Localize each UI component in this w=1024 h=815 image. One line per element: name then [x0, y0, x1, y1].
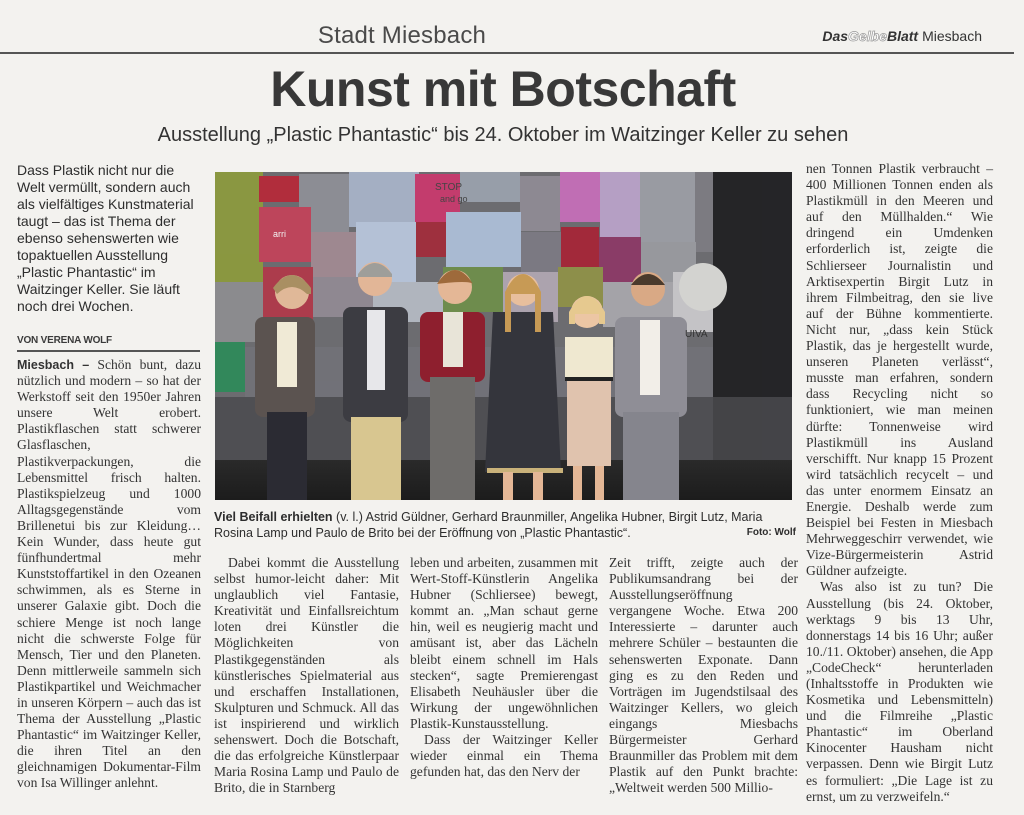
caption-text: (v. l.) Astrid Güldner, Gerhard Braunmiller, Angelika Hubner, Birgit Lutz, Maria Rosina Lamp und Paulo de Brito bei der Eröffnung von „Plastic Phantastic“. — [214, 510, 763, 540]
paragraph: Dabei kommt die Ausstellung selbst humor-leicht daher: Mit unglaublich viel Fantasie, Kreativität und Einfallsreichtum loten drei Künstler die Möglichkeiten von Plastikgegenständen als künstlerisches Spielmaterial aus und erschaffen Installationen, Skulpturen und Schmuck. All das ist inspirierend und wirklich sehenswert. Doch die Botschaft, die das erfolgreiche Künstlerpaar Maria Rosina Lamp und Paulo de Brito, die in Starnberg — [214, 555, 399, 796]
brand-logo-part: Blatt — [886, 28, 919, 44]
photo-credit: Foto: Wolf — [746, 527, 796, 538]
article-column-3 — [410, 555, 598, 780]
article-column-4 — [609, 555, 798, 796]
article-column-5 — [806, 161, 993, 805]
article-column-2 — [214, 555, 399, 796]
header-rule — [0, 52, 1014, 54]
brand-logo-part: Das — [822, 28, 849, 44]
teaser: Dass Plastik nicht nur die Welt vermüllt, sondern auch als vielfältiges Kunstmaterial taugt – das ist Thema der ebenso sehenswerten wie topaktuellen Ausstellung „Plastic Phantastic“ im Waitzinger Keller. Sie läuft noch drei Wochen. — [17, 162, 194, 314]
paragraph: leben und arbeiten, zusammen mit Wert-Stoff-Künstlerin Angelika Hubner (Schliersee) bewegt, kommt an. „Man schaut gerne hin, weil es neugierig macht und amüsant ist, aber das Lächeln bleibt einem schnell im Hals stecken“, sagte Premierengast Elisabeth Neuhäusler über die Wirkung der ungewöhnlichen Plastik-Kunstausstellung. — [410, 555, 598, 731]
byline: VON VERENA WOLF — [17, 335, 112, 346]
dateline: Miesbach – — [17, 358, 90, 372]
photo-caption — [214, 509, 796, 541]
byline-rule — [17, 350, 200, 352]
photo — [215, 172, 792, 500]
caption-lead: Viel Beifall erhielten — [214, 510, 333, 524]
paragraph: Schön bunt, dazu nützlich und modern – so hat der Werkstoff seit den 1950er Jahren unsere Welt erobert. Plastikflaschen statt schwerer Glasflaschen, Plastikverpackungen, die Lebensmittel frisch halten. Plastikspielzeug und 1000 Alltagsgegenstände vom Brillenetui bis zur Kleidung… Kein Wunder, dass heute gut fünfhundertmal mehr Kunststoffartikel in den Ozeanen schwimmen, als es Sterne in unserer Galaxie gibt. Doch die schiere Menge ist noch lange nicht die schwerste Folge für Mensch, Tier und den Planeten. Denn mittlerweile sammeln sich Plastikpartikel und Weichmacher in unseren Körpern – auch das ist Thema der Ausstellung „Plastic Phantastic“ im Waitzinger Keller, die ihren Titel an den gleichnamigen Dokumentar-Film von Isa Willinger anlehnt. — [17, 357, 201, 791]
article-column-1 — [17, 357, 201, 792]
svg-text:STOP: STOP — [435, 182, 463, 193]
paragraph: Zeit trifft, zeigte auch der Publikumsandrang bei der Ausstellungseröffnung vergangene Woche. Etwa 200 Interessierte – darunter auch mehrere Schüler – bestaunten die sehenswerten Exponate. Dann ging es zu den Reden und Vorträgen im Jugendstilsaal des Waitzinger Kellers, wo gleich eingangs Miesbachs Bürgermeister Gerhard Braunmiller das Problem mit dem Plastik auf den Punkt brachte: „Weltweit werden 500 Millio- — [609, 555, 798, 796]
paragraph: Was also ist zu tun? Die Ausstellung (bis 24. Oktober, werktags 9 bis 13 Uhr, donnerstags 14 bis 16 Uhr; außer 10./11. Oktober) ansehen, die App „CodeCheck“ herunterladen (Inhaltsstoffe in Produkten wie Kosmetika und Lebensmitteln) und die Filmreihe „Plastic Phantastic“ im Oberland Kinocenter Hausham nicht verpassen. Denn wie Birgit Lutz es formuliert: „Die Lage ist zu ernst, um zu verzweifeln.“ — [806, 579, 993, 804]
brand-edition: Miesbach — [922, 28, 982, 44]
svg-text:arri: arri — [273, 229, 286, 239]
subheadline: Ausstellung „Plastic Phantastic“ bis 24. Oktober im Waitzinger Keller zu sehen — [157, 124, 849, 146]
paragraph: Dass der Waitzinger Keller wieder einmal ein Thema gefunden hat, das den Nerv der — [410, 732, 598, 780]
brand-logo-part: Gelbe — [848, 28, 887, 44]
headline: Kunst mit Botschaft — [270, 61, 736, 117]
section-rubric: Stadt Miesbach — [317, 22, 487, 49]
svg-text:and go: and go — [440, 194, 468, 204]
event-photo-image — [215, 172, 792, 500]
svg-text:UIVA: UIVA — [685, 329, 708, 340]
brand-logo — [822, 28, 982, 44]
paragraph: nen Tonnen Plastik verbraucht – 400 Millionen Tonnen enden als Plastikmüll in den Meeren und auf den Müllhalden.“ Wie dringend ein Umdenken erforderlich ist, zeigte die Schlierseer Journalistin und Arktisexpertin Birgit Lutz in ihrem Filmbeitrag, den sie live auf der Bühne kommentierte. Nicht nur, „dass kein Stück Plastik, das je hergestellt wurde, unseren Planeten verlässt“, musste man erfahren, sondern dass Recycling nicht so funktioniert, wie man meinen dürfte: Tonnenweise wird Plastikmüll ins Ausland verschifft. Nur knapp 15 Prozent wird tatsächlich recycelt – und das unter enormem Einsatz an Energie. Deshalb werde zum Beispiel bei Festen in Miesbach Mehrweggeschirr verwendet, wie Vize-Bürgermeisterin Astrid Güldner aufzeigte. — [806, 161, 993, 579]
